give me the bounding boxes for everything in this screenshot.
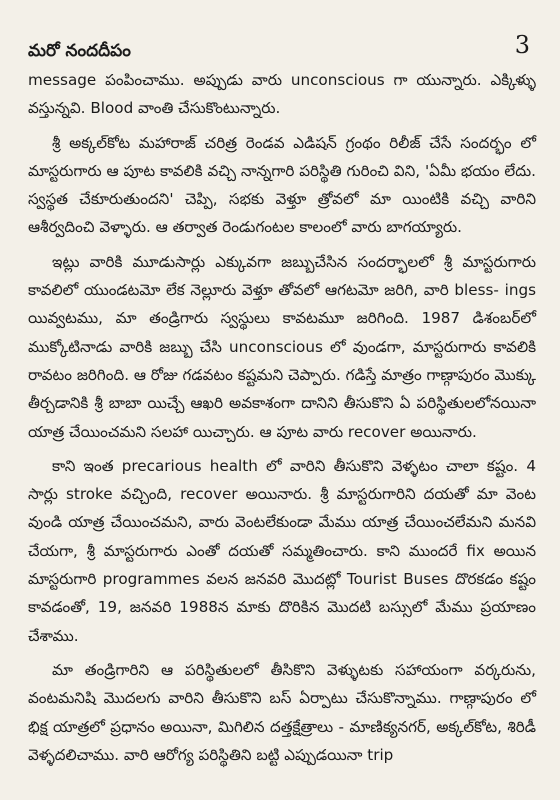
page-number: 3 <box>514 31 530 59</box>
page-header <box>28 28 536 64</box>
paragraph: మా తండ్రిగారిని ఆ పరిస్థితులలో తీసికొని వెళ్ళుటకు సహాయంగా వర్కరును, వంటమనిషి మొదలగు వారిని తీసుకొని బస్ ఏర్పాటు చేసుకొన్నాము. గాణ్గాపురం లో భిక్ష యాత్రలో ప్రధానం అయినా, మిగిలిన దత్తక్షేత్రాలు - మాణిక్యనగర్, అక్కల్‌కోట, శిరిడీ వెళ్ళదలిచాము. వారి ఆరోగ్య పరిస్థితిని బట్టి ఎప్పుడయినా trip <box>28 660 536 764</box>
paragraph: శ్రీ అక్కల్‌కోట మహారాజ్ చరిత్ర రెండవ ఎడిషన్ గ్రంథం రిలీజ్ చేసే సందర్భం లో మాస్టరుగారు ఆ పూట కావలికి వచ్చి నాన్నగారి పరిస్థితి గురించి విని, 'ఏమీ భయం లేదు. స్వస్థత చేకూరుతుందని' చెప్పి, సభకు వెళ్తూ త్రోవలో మా యింటికి వచ్చి వారిని ఆశీర్వదించి వెళ్ళారు. ఆ తర్వాత రెండుగంటల కాలంలో వారు బాగయ్యారు. <box>28 133 536 237</box>
paragraph: ఇట్లు వారికి మూడుసార్లు ఎక్కువగా జబ్బుచేసిన సందర్భాలలో శ్రీ మాస్టరుగారు కావలిలో యుండటమో లేక నెల్లూరు వెళ్తూ తోవలో ఆగటమో జరిగి, వారి bless- ings యివ్వటము, మా తండ్రిగారు స్వస్థులు కావటమూ జరిగింది. 1987 డిశంబర్‌లో ముక్కోటినాడు వారికి జబ్బు చేసి unconscious లో వుండగా, మాస్టరుగారు కావలికి రావటం జరిగింది. ఆ రోజు గడవటం కష్టమని చెప్పారు. గడిస్తే మాత్రం గాణ్గాపురం మొక్కు తీర్చడానికి శ్రీ బాబా యిచ్చే ఆఖరి అవకాశంగా దానిని తీసుకొని ఏ పరిస్థితులలోనయినా యాత్ర చేయించమని సలహా యిచ్చారు. ఆ పూట వారు recover అయినారు. <box>28 252 536 441</box>
paragraph: కాని ఇంత precarious health లో వారిని తీసుకొని వెళ్ళటం చాలా కష్టం. 4 సార్లు stroke వచ్చింది, recover అయినారు. శ్రీ మాస్టరుగారిని దయతో మా వెంట వుండి యాత్ర చేయించమని, వారు వెంటలేకుండా మేము యాత్ర చేయించలేమని మనవి చేయగా, శ్రీ మాస్టరుగారు ఎంతో దయతో సమ్మతించారు. కాని ముందరే fix అయిన మాస్టరుగారి programmes వలన జనవరి మొదట్లో Tourist Buses దొరకడం కష్టం కావడంతో, 19, జనవరి 1988న మాకు దొరికిన మొదటి బస్సులో మేము ప్రయాణం చేశాము. <box>28 456 536 645</box>
paragraph: message పంపించాము. అప్పుడు వారు unconscious గా యున్నారు. ఎక్కిళ్ళు వస్తున్నవి. Blood వాంతి చేసుకొంటున్నారు. <box>28 71 536 118</box>
body-text <box>28 66 536 769</box>
running-title: మరో నందదీపం <box>28 41 131 61</box>
